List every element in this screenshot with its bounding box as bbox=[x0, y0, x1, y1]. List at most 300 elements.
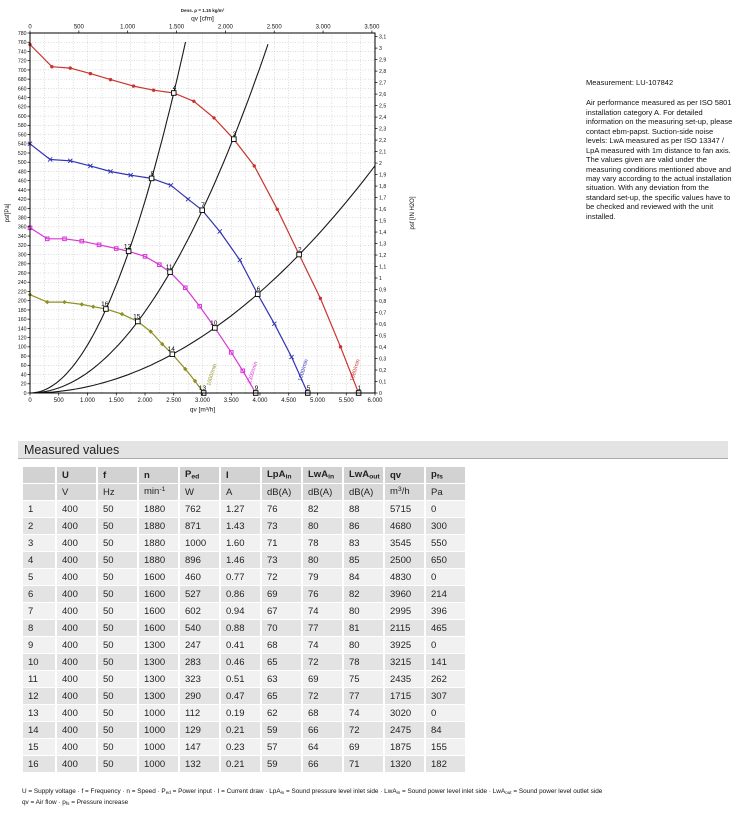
table-row bbox=[23, 535, 465, 551]
value-cell: 400 bbox=[57, 535, 96, 551]
chart-text: 2,3 bbox=[379, 126, 387, 133]
chart-text: 20 bbox=[20, 381, 27, 388]
value-cell: 65 bbox=[262, 654, 301, 670]
value-cell: 0.46 bbox=[221, 654, 260, 670]
value-cell: 400 bbox=[57, 654, 96, 670]
curve-marker bbox=[253, 164, 256, 167]
chart-text: 1,4 bbox=[379, 229, 387, 236]
value-cell: 112 bbox=[180, 705, 219, 721]
value-cell: 69 bbox=[303, 671, 342, 687]
chart-text: 2,5 bbox=[379, 103, 387, 110]
value-cell: 86 bbox=[344, 518, 383, 534]
chart-text: 420 bbox=[17, 197, 27, 204]
value-cell: 72 bbox=[303, 654, 342, 670]
value-cell: 71 bbox=[262, 535, 301, 551]
table-row bbox=[23, 722, 465, 738]
value-cell: 1.60 bbox=[221, 535, 260, 551]
chart-text: 0,1 bbox=[379, 379, 387, 386]
chart-text: 0 bbox=[28, 398, 32, 404]
curve-marker bbox=[192, 100, 195, 103]
value-cell: 896 bbox=[180, 552, 219, 568]
value-cell: 74 bbox=[303, 637, 342, 653]
value-cell: 65 bbox=[262, 688, 301, 704]
unit-cell: Pa bbox=[426, 484, 465, 500]
curve-marker bbox=[319, 297, 322, 300]
value-cell: 62 bbox=[262, 705, 301, 721]
chart-text: 300 bbox=[17, 252, 27, 259]
column-header-cell: LwA$_{out}$ bbox=[344, 467, 383, 483]
value-cell: 0 bbox=[426, 501, 465, 517]
chart-text: 220 bbox=[17, 289, 27, 296]
value-cell: 7 bbox=[23, 603, 55, 619]
column-header-cell bbox=[23, 467, 55, 483]
chart-text: 380 bbox=[17, 215, 27, 222]
chart-text: 0,9 bbox=[379, 287, 387, 294]
value-cell: 1 bbox=[23, 501, 55, 517]
value-cell: 0 bbox=[426, 705, 465, 721]
chart-text: 680 bbox=[17, 77, 27, 84]
value-cell: 1880 bbox=[139, 552, 178, 568]
value-cell: 396 bbox=[426, 603, 465, 619]
value-cell: 11 bbox=[23, 671, 55, 687]
chart-text: 0 bbox=[379, 390, 382, 397]
value-cell: 85 bbox=[344, 552, 383, 568]
table-row bbox=[23, 654, 465, 670]
unit-cell: Hz bbox=[98, 484, 137, 500]
chart-text: 2 bbox=[297, 246, 302, 254]
value-cell: 50 bbox=[98, 501, 137, 517]
value-cell: 83 bbox=[344, 535, 383, 551]
chart-text: Dens. ρ = 1.15 kg/m³ bbox=[180, 8, 225, 13]
table-row bbox=[23, 705, 465, 721]
value-cell: 1.46 bbox=[221, 552, 260, 568]
value-cell: 2435 bbox=[385, 671, 424, 687]
value-cell: 400 bbox=[57, 637, 96, 653]
chart-text: 1,6 bbox=[379, 206, 387, 213]
value-cell: 68 bbox=[303, 705, 342, 721]
chart-text: 60 bbox=[20, 363, 27, 370]
value-cell: 79 bbox=[303, 569, 342, 585]
value-cell: 76 bbox=[262, 501, 301, 517]
value-cell: 550 bbox=[426, 535, 465, 551]
curve-marker bbox=[50, 65, 53, 68]
value-cell: 16 bbox=[23, 756, 55, 772]
value-cell: 50 bbox=[98, 688, 137, 704]
chart-text: 1,5 bbox=[379, 218, 387, 225]
value-cell: 1000 bbox=[180, 535, 219, 551]
table-row bbox=[23, 518, 465, 534]
chart-text: 120 bbox=[17, 335, 27, 342]
chart-text: 0 bbox=[28, 24, 32, 31]
speed-curve bbox=[30, 45, 362, 394]
value-cell: 400 bbox=[57, 671, 96, 687]
chart-text: 180 bbox=[17, 307, 27, 314]
value-cell: 0.77 bbox=[221, 569, 260, 585]
value-cell: 59 bbox=[262, 722, 301, 738]
value-cell: 5715 bbox=[385, 501, 424, 517]
chart-text: 580 bbox=[17, 123, 27, 130]
value-cell: 0.88 bbox=[221, 620, 260, 636]
curve-marker bbox=[69, 66, 72, 69]
column-header-cell: qv bbox=[385, 467, 424, 483]
chart-text: 7 bbox=[201, 202, 205, 210]
value-cell: 871 bbox=[180, 518, 219, 534]
value-cell: 400 bbox=[57, 569, 96, 585]
value-cell: 0.19 bbox=[221, 705, 260, 721]
chart-text: 500 bbox=[17, 160, 27, 167]
chart-text: 700 bbox=[17, 67, 27, 74]
value-cell: 0.21 bbox=[221, 722, 260, 738]
value-cell: 73 bbox=[262, 552, 301, 568]
value-cell: 78 bbox=[303, 535, 342, 551]
chart-text: 5 bbox=[306, 385, 311, 392]
value-cell: 3020 bbox=[385, 705, 424, 721]
chart-text: 0,5 bbox=[379, 333, 387, 340]
curve-marker bbox=[91, 304, 95, 308]
value-cell: 1715 bbox=[385, 688, 424, 704]
unit-cell: $m^3/h$ bbox=[385, 484, 424, 500]
value-cell: 1000 bbox=[139, 739, 178, 755]
chart-text: 3 bbox=[379, 46, 382, 53]
value-cell: 400 bbox=[57, 722, 96, 738]
value-cell: 80 bbox=[303, 552, 342, 568]
chart-text: 480 bbox=[17, 169, 27, 176]
chart-text: 0 bbox=[23, 390, 27, 397]
value-cell: 1600 bbox=[139, 603, 178, 619]
value-cell: 400 bbox=[57, 756, 96, 772]
chart-text: 2,6 bbox=[379, 91, 387, 98]
curve-marker bbox=[132, 84, 135, 87]
unit-cell: dB(A) bbox=[303, 484, 342, 500]
chart-text: 320 bbox=[17, 243, 27, 250]
value-cell: 9 bbox=[23, 637, 55, 653]
value-cell: 762 bbox=[180, 501, 219, 517]
value-cell: 1600 bbox=[139, 569, 178, 585]
table-row bbox=[23, 484, 465, 500]
chart-text: 6.000 bbox=[367, 398, 383, 404]
value-cell: 0.94 bbox=[221, 603, 260, 619]
value-cell: 4 bbox=[23, 552, 55, 568]
chart-text: psf[Pa] bbox=[5, 203, 11, 223]
value-cell: 50 bbox=[98, 705, 137, 721]
chart-text: 2,8 bbox=[379, 69, 387, 76]
chart-text: 660 bbox=[17, 86, 27, 93]
unit-cell: dB(A) bbox=[344, 484, 383, 500]
chart-text: 4.500 bbox=[281, 398, 297, 404]
column-header-cell: $p_{fs}$ bbox=[426, 467, 465, 483]
value-cell: 182 bbox=[426, 756, 465, 772]
value-cell: 247 bbox=[180, 637, 219, 653]
chart-text: 340 bbox=[17, 233, 27, 240]
value-cell: 1300 bbox=[139, 688, 178, 704]
curve-marker bbox=[152, 89, 155, 92]
value-cell: 50 bbox=[98, 586, 137, 602]
chart-text: 1300/min bbox=[246, 360, 260, 385]
chart-text: 8 bbox=[150, 170, 155, 178]
value-cell: 50 bbox=[98, 552, 137, 568]
chart-text: 1.000 bbox=[79, 398, 96, 404]
value-cell: 13 bbox=[23, 705, 55, 721]
value-cell: 77 bbox=[344, 688, 383, 704]
value-cell: 84 bbox=[426, 722, 465, 738]
unit-cell: $\min^{-1}$ bbox=[139, 484, 178, 500]
value-cell: 1.27 bbox=[221, 501, 260, 517]
chart-text: 11 bbox=[165, 264, 173, 272]
value-cell: 63 bbox=[262, 671, 301, 687]
value-cell: 300 bbox=[426, 518, 465, 534]
chart-text: 40 bbox=[20, 372, 27, 379]
chart-text: qv [m³/h] bbox=[189, 406, 216, 414]
column-header-cell: LpA$_{in}$ bbox=[262, 467, 301, 483]
value-cell: 1000 bbox=[139, 756, 178, 772]
value-cell: 78 bbox=[344, 654, 383, 670]
unit-cell: A bbox=[221, 484, 260, 500]
column-header-cell: LwA$_{in}$ bbox=[303, 467, 342, 483]
chart-text: 720 bbox=[17, 58, 27, 65]
chart-text: 200 bbox=[17, 298, 27, 305]
chart-text: 9 bbox=[254, 385, 259, 392]
value-cell: 77 bbox=[303, 620, 342, 636]
chart-text: 2,2 bbox=[379, 137, 387, 144]
chart-text: 1,3 bbox=[379, 241, 387, 248]
chart-text: 560 bbox=[17, 132, 27, 139]
chart-text: 1 bbox=[379, 275, 382, 282]
value-cell: 74 bbox=[303, 603, 342, 619]
chart-text: 5.000 bbox=[309, 398, 326, 404]
chart-text: 5.500 bbox=[338, 398, 354, 404]
curve-marker bbox=[339, 345, 342, 348]
chart-text: 0,3 bbox=[379, 356, 387, 363]
chart-text: 3.000 bbox=[315, 24, 331, 31]
column-header-cell: $P_{ed}$ bbox=[180, 467, 219, 483]
chart-text: 80 bbox=[20, 353, 27, 360]
value-cell: 1880 bbox=[139, 518, 178, 534]
table-row bbox=[23, 569, 465, 585]
value-cell: 1300 bbox=[139, 637, 178, 653]
value-cell: 400 bbox=[57, 501, 96, 517]
measured-values-table bbox=[21, 466, 467, 773]
chart-text: 1000/min bbox=[206, 363, 219, 387]
chart-text: 3.500 bbox=[364, 24, 380, 31]
value-cell: 1880 bbox=[139, 501, 178, 517]
chart-text: 780 bbox=[17, 30, 27, 37]
fan-performance-chart bbox=[0, 0, 422, 420]
value-cell: 59 bbox=[262, 756, 301, 772]
value-cell: 50 bbox=[98, 620, 137, 636]
value-cell: 400 bbox=[57, 688, 96, 704]
value-cell: 1000 bbox=[139, 722, 178, 738]
value-cell: 81 bbox=[344, 620, 383, 636]
curve-marker bbox=[212, 116, 215, 119]
value-cell: 650 bbox=[426, 552, 465, 568]
chart-text: 16 bbox=[101, 301, 109, 308]
value-cell: 2115 bbox=[385, 620, 424, 636]
value-cell: 527 bbox=[180, 586, 219, 602]
chart-text: 2,1 bbox=[379, 149, 387, 156]
value-cell: 0 bbox=[426, 569, 465, 585]
value-cell: 0.51 bbox=[221, 671, 260, 687]
chart-text: 500 bbox=[73, 24, 84, 31]
value-cell: 1300 bbox=[139, 654, 178, 670]
value-cell: 0.21 bbox=[221, 756, 260, 772]
value-cell: 2 bbox=[23, 518, 55, 534]
chart-text: 2.000 bbox=[217, 24, 233, 31]
value-cell: 3215 bbox=[385, 654, 424, 670]
value-cell: 68 bbox=[262, 637, 301, 653]
value-cell: 70 bbox=[262, 620, 301, 636]
value-cell: 15 bbox=[23, 739, 55, 755]
value-cell: 400 bbox=[57, 739, 96, 755]
value-cell: 132 bbox=[180, 756, 219, 772]
curve-marker bbox=[109, 78, 112, 81]
value-cell: 50 bbox=[98, 518, 137, 534]
chart-text: 1,2 bbox=[379, 252, 387, 259]
value-cell: 8 bbox=[23, 620, 55, 636]
column-header-cell: n bbox=[139, 467, 178, 483]
value-cell: 400 bbox=[57, 552, 96, 568]
value-cell: 1320 bbox=[385, 756, 424, 772]
value-cell: 0 bbox=[426, 637, 465, 653]
chart-text: 640 bbox=[17, 95, 27, 102]
table-row bbox=[23, 586, 465, 602]
table-row bbox=[23, 552, 465, 568]
measured-values-title: Measured values bbox=[18, 441, 728, 459]
value-cell: 50 bbox=[98, 671, 137, 687]
value-cell: 76 bbox=[303, 586, 342, 602]
table-row bbox=[23, 501, 465, 517]
value-cell: 400 bbox=[57, 705, 96, 721]
chart-text: 0,8 bbox=[379, 298, 387, 305]
unit-cell: dB(A) bbox=[262, 484, 301, 500]
chart-text: 760 bbox=[17, 40, 27, 47]
chart-text: 360 bbox=[17, 224, 27, 231]
chart-text: 10 bbox=[210, 319, 218, 327]
unit-cell bbox=[23, 484, 55, 500]
value-cell: 82 bbox=[344, 586, 383, 602]
chart-text: 2.500 bbox=[166, 398, 182, 404]
chart-text: 4 bbox=[172, 85, 177, 92]
chart-text: 13 bbox=[198, 385, 207, 392]
chart-text: 0,7 bbox=[379, 310, 387, 317]
value-cell: 82 bbox=[303, 501, 342, 517]
value-cell: 50 bbox=[98, 535, 137, 551]
footer-legend-line2: qv = Air flow · $p_{fs}$ = Pressure increase bbox=[22, 799, 129, 807]
value-cell: 155 bbox=[426, 739, 465, 755]
chart-text: 3 bbox=[232, 131, 237, 139]
chart-text: 240 bbox=[17, 280, 27, 287]
curve-marker bbox=[89, 72, 92, 75]
chart-text: 620 bbox=[17, 104, 27, 111]
value-cell: 283 bbox=[180, 654, 219, 670]
chart-text: 440 bbox=[17, 187, 27, 194]
footer-legend-line1: U = Supply voltage · f = Frequency · n = Speed · $P_{ed}$ = Power input · I = Current draw · LpA$_{in}$ = Sound pressure level inlet side · LwA$_{in}$ = Sound power level inlet side · LwA$_{out}$ = Sound power level outlet side bbox=[22, 788, 603, 796]
value-cell: 5 bbox=[23, 569, 55, 585]
chart-text: 600 bbox=[17, 113, 27, 120]
chart-text: 0,2 bbox=[379, 367, 387, 374]
value-cell: 400 bbox=[57, 586, 96, 602]
chart-text: 2.500 bbox=[266, 24, 282, 31]
value-cell: 64 bbox=[303, 739, 342, 755]
chart-text: 260 bbox=[17, 270, 27, 277]
value-cell: 50 bbox=[98, 637, 137, 653]
chart-text: 1 bbox=[357, 385, 362, 392]
value-cell: 57 bbox=[262, 739, 301, 755]
chart-text: 2.000 bbox=[137, 398, 153, 404]
table-row bbox=[23, 620, 465, 636]
value-cell: 50 bbox=[98, 756, 137, 772]
chart-text: 2,9 bbox=[379, 57, 387, 64]
value-cell: 80 bbox=[344, 637, 383, 653]
column-header-cell: U bbox=[57, 467, 96, 483]
value-cell: 50 bbox=[98, 603, 137, 619]
value-cell: 14 bbox=[23, 722, 55, 738]
value-cell: 0.47 bbox=[221, 688, 260, 704]
value-cell: 71 bbox=[344, 756, 383, 772]
value-cell: 80 bbox=[344, 603, 383, 619]
system-resistance-curve bbox=[30, 42, 186, 393]
chart-text: 15 bbox=[133, 313, 141, 321]
value-cell: 602 bbox=[180, 603, 219, 619]
value-cell: 2475 bbox=[385, 722, 424, 738]
value-cell: 50 bbox=[98, 722, 137, 738]
value-cell: 147 bbox=[180, 739, 219, 755]
value-cell: 88 bbox=[344, 501, 383, 517]
chart-text: 1,9 bbox=[379, 172, 387, 179]
value-cell: 141 bbox=[426, 654, 465, 670]
chart-text: 0,4 bbox=[379, 344, 387, 351]
chart-text: 3.500 bbox=[223, 398, 239, 404]
table-row bbox=[23, 637, 465, 653]
value-cell: 2995 bbox=[385, 603, 424, 619]
chart-text: 520 bbox=[17, 150, 27, 157]
value-cell: 400 bbox=[57, 603, 96, 619]
chart-text: 460 bbox=[17, 178, 27, 185]
value-cell: 400 bbox=[57, 620, 96, 636]
value-cell: 84 bbox=[344, 569, 383, 585]
system-resistance-curve bbox=[30, 44, 268, 393]
value-cell: 400 bbox=[57, 518, 96, 534]
value-cell: 66 bbox=[303, 756, 342, 772]
chart-text: 2 bbox=[379, 160, 382, 167]
footer-legend bbox=[22, 786, 727, 808]
unit-cell: V bbox=[57, 484, 96, 500]
value-cell: 73 bbox=[262, 518, 301, 534]
value-cell: 72 bbox=[262, 569, 301, 585]
value-cell: 0.23 bbox=[221, 739, 260, 755]
value-cell: 1.43 bbox=[221, 518, 260, 534]
value-cell: 262 bbox=[426, 671, 465, 687]
value-cell: 67 bbox=[262, 603, 301, 619]
chart-text: 1,7 bbox=[379, 195, 387, 202]
column-header-cell: I bbox=[221, 467, 260, 483]
chart-text: 0,6 bbox=[379, 321, 387, 328]
chart-text: qv [cfm] bbox=[191, 15, 214, 23]
value-cell: 50 bbox=[98, 654, 137, 670]
unit-cell: W bbox=[180, 484, 219, 500]
value-cell: 3545 bbox=[385, 535, 424, 551]
value-cell: 72 bbox=[303, 688, 342, 704]
chart-text: 400 bbox=[17, 206, 27, 213]
chart-text: 3,1 bbox=[379, 34, 387, 41]
value-cell: 69 bbox=[344, 739, 383, 755]
chart-text: 3.000 bbox=[194, 398, 211, 404]
chart-text: 160 bbox=[17, 317, 27, 324]
chart-text: 1.000 bbox=[120, 24, 136, 31]
value-cell: 50 bbox=[98, 569, 137, 585]
value-cell: 129 bbox=[180, 722, 219, 738]
value-cell: 540 bbox=[180, 620, 219, 636]
side-text-block bbox=[586, 78, 733, 221]
